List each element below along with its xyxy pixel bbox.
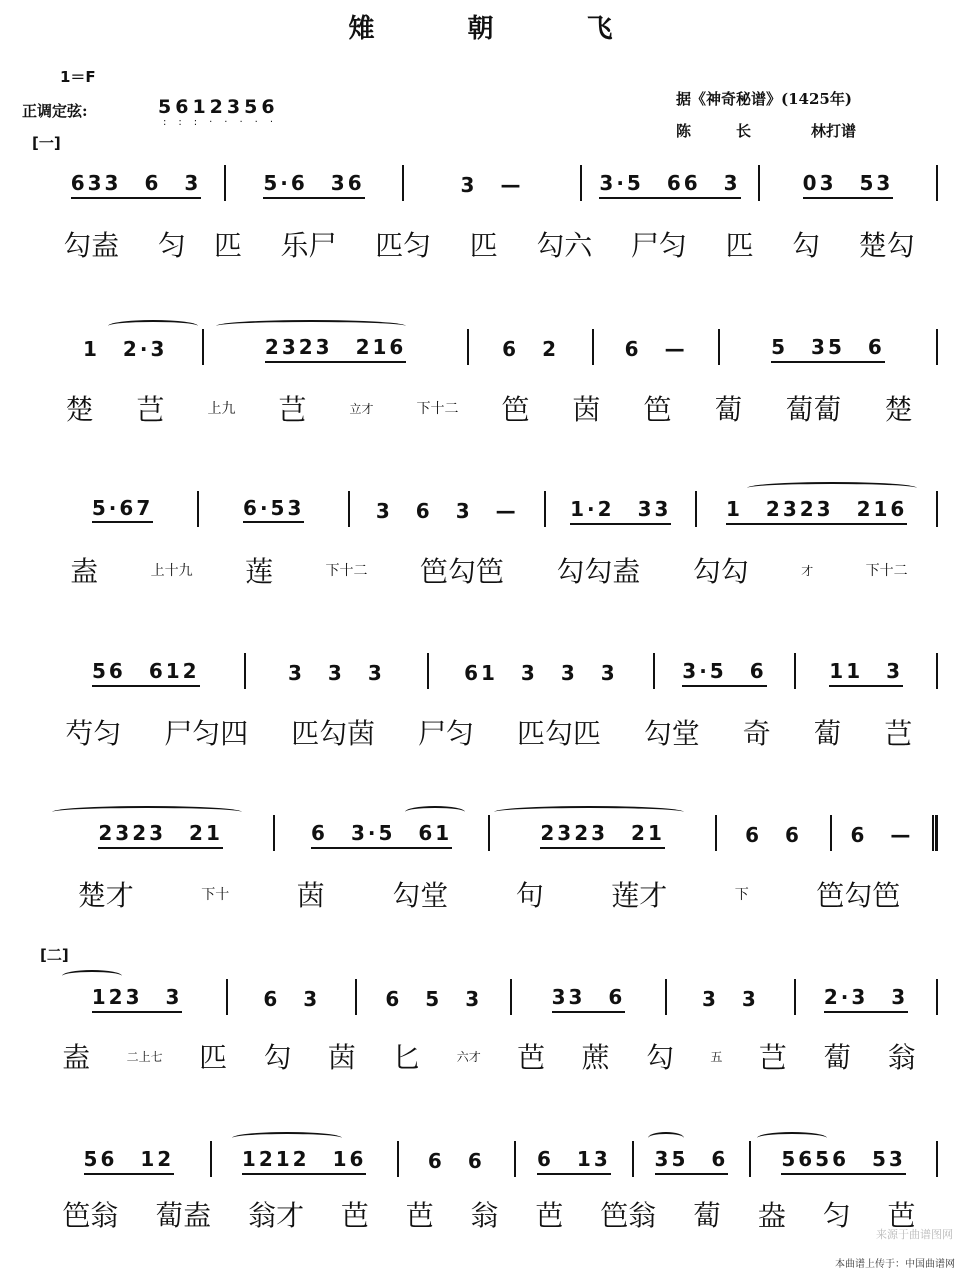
measure [582, 166, 758, 200]
tab-char: 莲才 [611, 879, 668, 912]
tab-char: 翁才 [248, 1199, 305, 1232]
tab-char: 勾堂 [392, 879, 449, 912]
barline [936, 1141, 938, 1177]
measure [228, 980, 355, 1014]
tab-char: 蔗 [581, 1041, 610, 1074]
measure-notes: 56 12 [84, 1143, 175, 1175]
measure [48, 654, 244, 688]
measure [697, 492, 936, 526]
tuning-label: 正调定弦: [22, 102, 88, 120]
footer-credit: 本曲谱上传于：中国曲谱网 [835, 1259, 955, 1270]
barline [936, 979, 938, 1015]
notation-row [48, 980, 938, 1014]
measure [796, 654, 936, 688]
piece-title: 雉 朝 飞 [348, 14, 655, 44]
section-marker-1: [一] [32, 134, 61, 152]
slur-mark [108, 320, 198, 332]
notation-row [48, 330, 938, 364]
measure-notes: 6 6 [745, 822, 802, 847]
measure-notes: 35 6 [655, 1143, 729, 1175]
tab-char: 翁 [887, 1041, 916, 1074]
tab-char: 茵 [296, 879, 325, 912]
barline [936, 165, 938, 201]
tab-char: 莲 [245, 555, 274, 588]
tab-char: 笆 [643, 393, 672, 426]
tab-char: 上九 [207, 401, 236, 417]
tab-char: 勾勾盍 [556, 555, 641, 588]
tab-char: 芭 [405, 1199, 434, 1232]
measure [350, 492, 544, 526]
tablature-row [44, 548, 934, 592]
tab-char: 下十二 [416, 401, 459, 417]
tab-char: 芭 [340, 1199, 369, 1232]
tab-char: 勾六 [536, 229, 593, 262]
tab-char: 楚勾 [858, 229, 915, 262]
tab-char: 匹 [199, 1041, 228, 1074]
tab-char: 匹匀 [375, 229, 432, 262]
measure [512, 980, 665, 1014]
measure [546, 492, 695, 526]
tab-char: 二上七 [126, 1049, 163, 1064]
tab-char: 蔔 [823, 1041, 852, 1074]
tab-char: 蔔盍 [155, 1199, 212, 1232]
slur-mark [216, 320, 406, 332]
tab-char: 勾 [646, 1041, 675, 1074]
measure [48, 492, 197, 526]
tab-char: 楚 [884, 393, 913, 426]
tab-char: 芭 [535, 1199, 564, 1232]
measure-notes: 6 — [850, 822, 914, 847]
tab-char: 尸匀四 [164, 717, 249, 750]
measure [717, 816, 830, 850]
source-note: 据《神奇秘谱》(1425年) [676, 90, 852, 108]
tablature-row [44, 710, 934, 754]
measure-notes: 2323 216 [265, 331, 406, 363]
measure [246, 654, 428, 688]
tab-char: 句 [515, 879, 544, 912]
tab-char: 芭 [517, 1041, 546, 1074]
measure-notes: 5·67 [92, 496, 153, 523]
tab-char: 茵 [327, 1041, 356, 1074]
section-marker-2: [二] [40, 946, 69, 964]
measure [751, 1142, 936, 1176]
tab-char: 盎 [757, 1199, 786, 1232]
tablature-row [44, 872, 934, 916]
measure [48, 330, 202, 364]
measure [357, 980, 510, 1014]
measure-notes: 11 3 [829, 655, 903, 687]
tab-char: 蔔蔔 [785, 393, 842, 426]
tablature-row [44, 222, 934, 266]
measure [469, 330, 593, 364]
tab-char: 翁 [470, 1199, 499, 1232]
measure-notes: 633 6 3 [71, 167, 202, 199]
tab-char: 立才 [349, 401, 374, 416]
measure [655, 654, 795, 688]
notation-row [48, 654, 938, 688]
tab-char: 笆翁 [600, 1199, 657, 1232]
barline [936, 329, 938, 365]
measure-notes: 6 5 3 [385, 986, 483, 1011]
measure [275, 816, 488, 850]
slur-mark [232, 1132, 342, 1144]
key-signature: 1＝F [60, 68, 96, 86]
measure-notes: 6 3 [263, 986, 321, 1011]
tuning-digits: 5612356 [158, 96, 279, 118]
measure-notes: 3·5 6 [682, 655, 766, 687]
tab-char: 楚才 [77, 879, 134, 912]
tab-char: 芑 [136, 393, 165, 426]
tablature-row [44, 1034, 934, 1078]
tablature-row [44, 386, 934, 430]
measure-notes: 3 6 3 — [375, 498, 519, 523]
measure [490, 816, 715, 850]
tab-char: 勾 [263, 1041, 292, 1074]
measure-notes: 6 6 [427, 1148, 485, 1173]
notation-row [48, 1142, 938, 1176]
measure [720, 330, 936, 364]
tab-char: 下十二 [865, 563, 908, 579]
tab-char: 勾盍 [63, 229, 120, 262]
tab-char: 尸匀 [630, 229, 687, 262]
tab-char: 蔔 [714, 393, 743, 426]
double-barline [932, 815, 938, 851]
measure-notes: 6 3·5 61 [311, 817, 452, 849]
measure-notes: 5·6 36 [263, 167, 364, 199]
tab-char: 蔔 [693, 1199, 722, 1232]
measure [48, 166, 224, 200]
tab-char: 尸匀 [418, 717, 475, 750]
measure-notes: 03 53 [803, 167, 894, 199]
notation-row [48, 816, 938, 850]
tab-char: 蔔 [813, 717, 842, 750]
tab-char: 勾堂 [643, 717, 700, 750]
tab-char: 乐尸 [280, 229, 337, 262]
measure [634, 1142, 750, 1176]
measure-notes: 5656 53 [781, 1143, 906, 1175]
tuning-octave-dots: :::····· [163, 117, 286, 128]
measure [516, 1142, 632, 1176]
measure-notes: 2323 21 [98, 817, 223, 849]
tab-char: 芑 [758, 1041, 787, 1074]
tab-char: 奇 [742, 717, 771, 750]
measure [594, 330, 718, 364]
measure-notes: 6 2 [502, 336, 560, 361]
measure-notes: 6 — [624, 336, 688, 361]
tab-char: 盍 [62, 1041, 91, 1074]
slur-mark [52, 806, 242, 818]
measure-notes: 1 2·3 [83, 336, 168, 361]
measure [796, 980, 936, 1014]
slur-mark [494, 806, 684, 818]
measure [204, 330, 466, 364]
measure [48, 1142, 210, 1176]
barline [936, 491, 938, 527]
tab-char: 匀 匹 [157, 229, 242, 262]
tab-char: 才 [801, 563, 814, 578]
tab-char: 勾 [792, 229, 821, 262]
tab-char: 笆勾笆 [419, 555, 504, 588]
measure-notes: 3 — [460, 172, 524, 197]
measure-notes: 1212 16 [242, 1143, 367, 1175]
tab-char: 匕 [392, 1041, 421, 1074]
tablature-row [44, 1192, 934, 1236]
measure [48, 980, 226, 1014]
measure-notes: 2·3 3 [824, 981, 908, 1013]
slur-mark [747, 482, 917, 494]
tab-char: 五 [710, 1049, 723, 1064]
transcriber-note: 陈 长 林打谱 [676, 122, 857, 140]
measure-notes: 6 13 [537, 1143, 611, 1175]
tab-char: 匹 [725, 229, 754, 262]
tab-char: 匀 [822, 1199, 851, 1232]
measure [832, 816, 932, 850]
watermark-text: 来源于曲谱图网 [876, 1228, 953, 1241]
tab-char: 匹勾匹 [516, 717, 601, 750]
tab-char: 芭 [887, 1199, 916, 1232]
tab-char: 笆翁 [62, 1199, 119, 1232]
tab-char: 勾勾 [692, 555, 749, 588]
notation-row [48, 492, 938, 526]
measure-notes: 33 6 [552, 981, 626, 1013]
measure [226, 166, 402, 200]
barline [936, 653, 938, 689]
measure [760, 166, 936, 200]
notation-row [48, 166, 938, 200]
tab-char: 楚 [65, 393, 94, 426]
slur-mark [405, 806, 465, 818]
tab-char: 上十九 [150, 563, 193, 579]
tab-char: 茵 [572, 393, 601, 426]
measure-notes: 1·2 33 [570, 493, 671, 525]
measure [404, 166, 580, 200]
measure-notes: 6·53 [243, 496, 304, 523]
tab-char: 笆 [501, 393, 530, 426]
measure-notes: 3 3 [702, 986, 759, 1011]
measure-notes: 2323 21 [540, 817, 665, 849]
tab-char: 匹勾茵 [291, 717, 376, 750]
measure [199, 492, 348, 526]
measure-notes: 3 3 3 [287, 660, 385, 685]
measure [399, 1142, 515, 1176]
measure [212, 1142, 397, 1176]
tab-char: 芍匀 [65, 717, 122, 750]
measure-notes: 1 2323 216 [726, 493, 907, 525]
measure-notes: 56 612 [92, 655, 200, 687]
measure [667, 980, 794, 1014]
measure [48, 816, 273, 850]
tab-char: 六才 [456, 1049, 481, 1064]
slur-mark [62, 970, 122, 982]
tab-char: 盍 [70, 555, 99, 588]
tab-char: 下 [734, 887, 749, 903]
slur-mark [757, 1132, 827, 1144]
tab-char: 下十二 [325, 563, 368, 579]
measure-notes: 61 3 3 3 [464, 660, 618, 685]
slur-mark [648, 1132, 684, 1144]
tab-char: 芑 [278, 393, 307, 426]
measure-notes: 123 3 [92, 981, 183, 1013]
tab-char: 下十 [201, 887, 230, 903]
tab-char: 匹 [469, 229, 498, 262]
measure [429, 654, 652, 688]
measure-notes: 5 35 6 [771, 331, 885, 363]
tab-char: 笆勾笆 [816, 879, 901, 912]
measure-notes: 3·5 66 3 [599, 167, 740, 199]
tab-char: 芑 [884, 717, 913, 750]
